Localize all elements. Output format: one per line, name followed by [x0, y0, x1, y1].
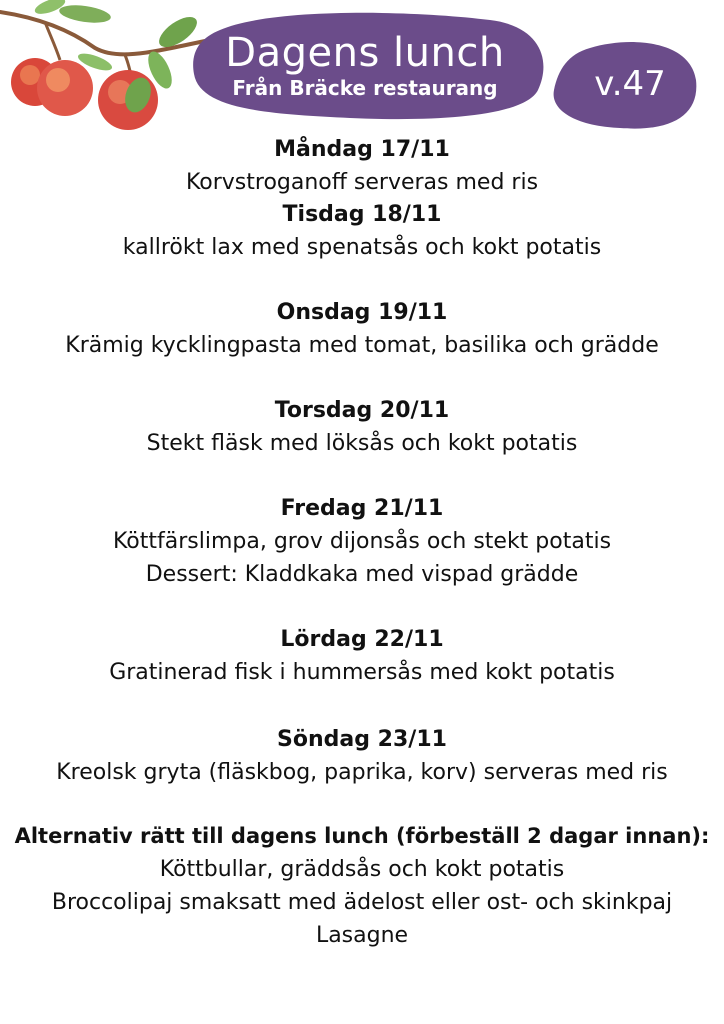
week-number: v.47: [594, 64, 666, 104]
alternative-item: Lasagne: [315, 923, 409, 948]
page-title: Dagens lunch: [225, 30, 505, 76]
day-heading: Lördag 22/11: [280, 627, 444, 652]
dish-item: kallrökt lax med spenatsås och kokt potatis: [122, 235, 602, 260]
dish-item: Stekt fläsk med löksås och kokt potatis: [146, 431, 578, 456]
day-block-tuesday: [0, 198, 724, 264]
day-heading: Onsdag 19/11: [276, 300, 448, 325]
day-block-friday: [0, 492, 724, 591]
alternatives-block: [0, 820, 724, 952]
alternative-item: Köttbullar, gräddsås och kokt potatis: [159, 857, 565, 882]
dish-item: Gratinerad fisk i hummersås med kokt potatis: [109, 660, 615, 685]
day-heading: Tisdag 18/11: [282, 202, 442, 227]
dish-item: Korvstroganoff serveras med ris: [185, 170, 539, 195]
day-block-sunday: [0, 723, 724, 789]
day-block-saturday: [0, 623, 724, 689]
dish-item: Kreolsk gryta (fläskbog, paprika, korv) serveras med ris: [56, 760, 668, 785]
day-heading: Söndag 23/11: [277, 727, 447, 752]
alternative-item: Broccolipaj smaksatt med ädelost eller ost- och skinkpaj: [51, 890, 673, 915]
page-subtitle: Från Bräcke restaurang: [232, 76, 498, 100]
day-heading: Måndag 17/11: [274, 137, 450, 162]
day-block-thursday: [0, 394, 724, 460]
apple-branch-icon: [0, 0, 220, 140]
dessert-item: Dessert: Kladdkaka med vispad grädde: [145, 562, 579, 587]
alternatives-heading: Alternativ rätt till dagens lunch (förbeställ 2 dagar innan):: [14, 824, 710, 848]
dish-item: Köttfärslimpa, grov dijonsås och stekt potatis: [112, 529, 612, 554]
day-block-wednesday: [0, 296, 724, 362]
day-heading: Fredag 21/11: [280, 496, 444, 521]
day-block-monday: [0, 133, 724, 199]
header-title-block: [190, 30, 540, 100]
day-heading: Torsdag 20/11: [274, 398, 450, 423]
dish-item: Krämig kycklingpasta med tomat, basilika och grädde: [65, 333, 659, 358]
